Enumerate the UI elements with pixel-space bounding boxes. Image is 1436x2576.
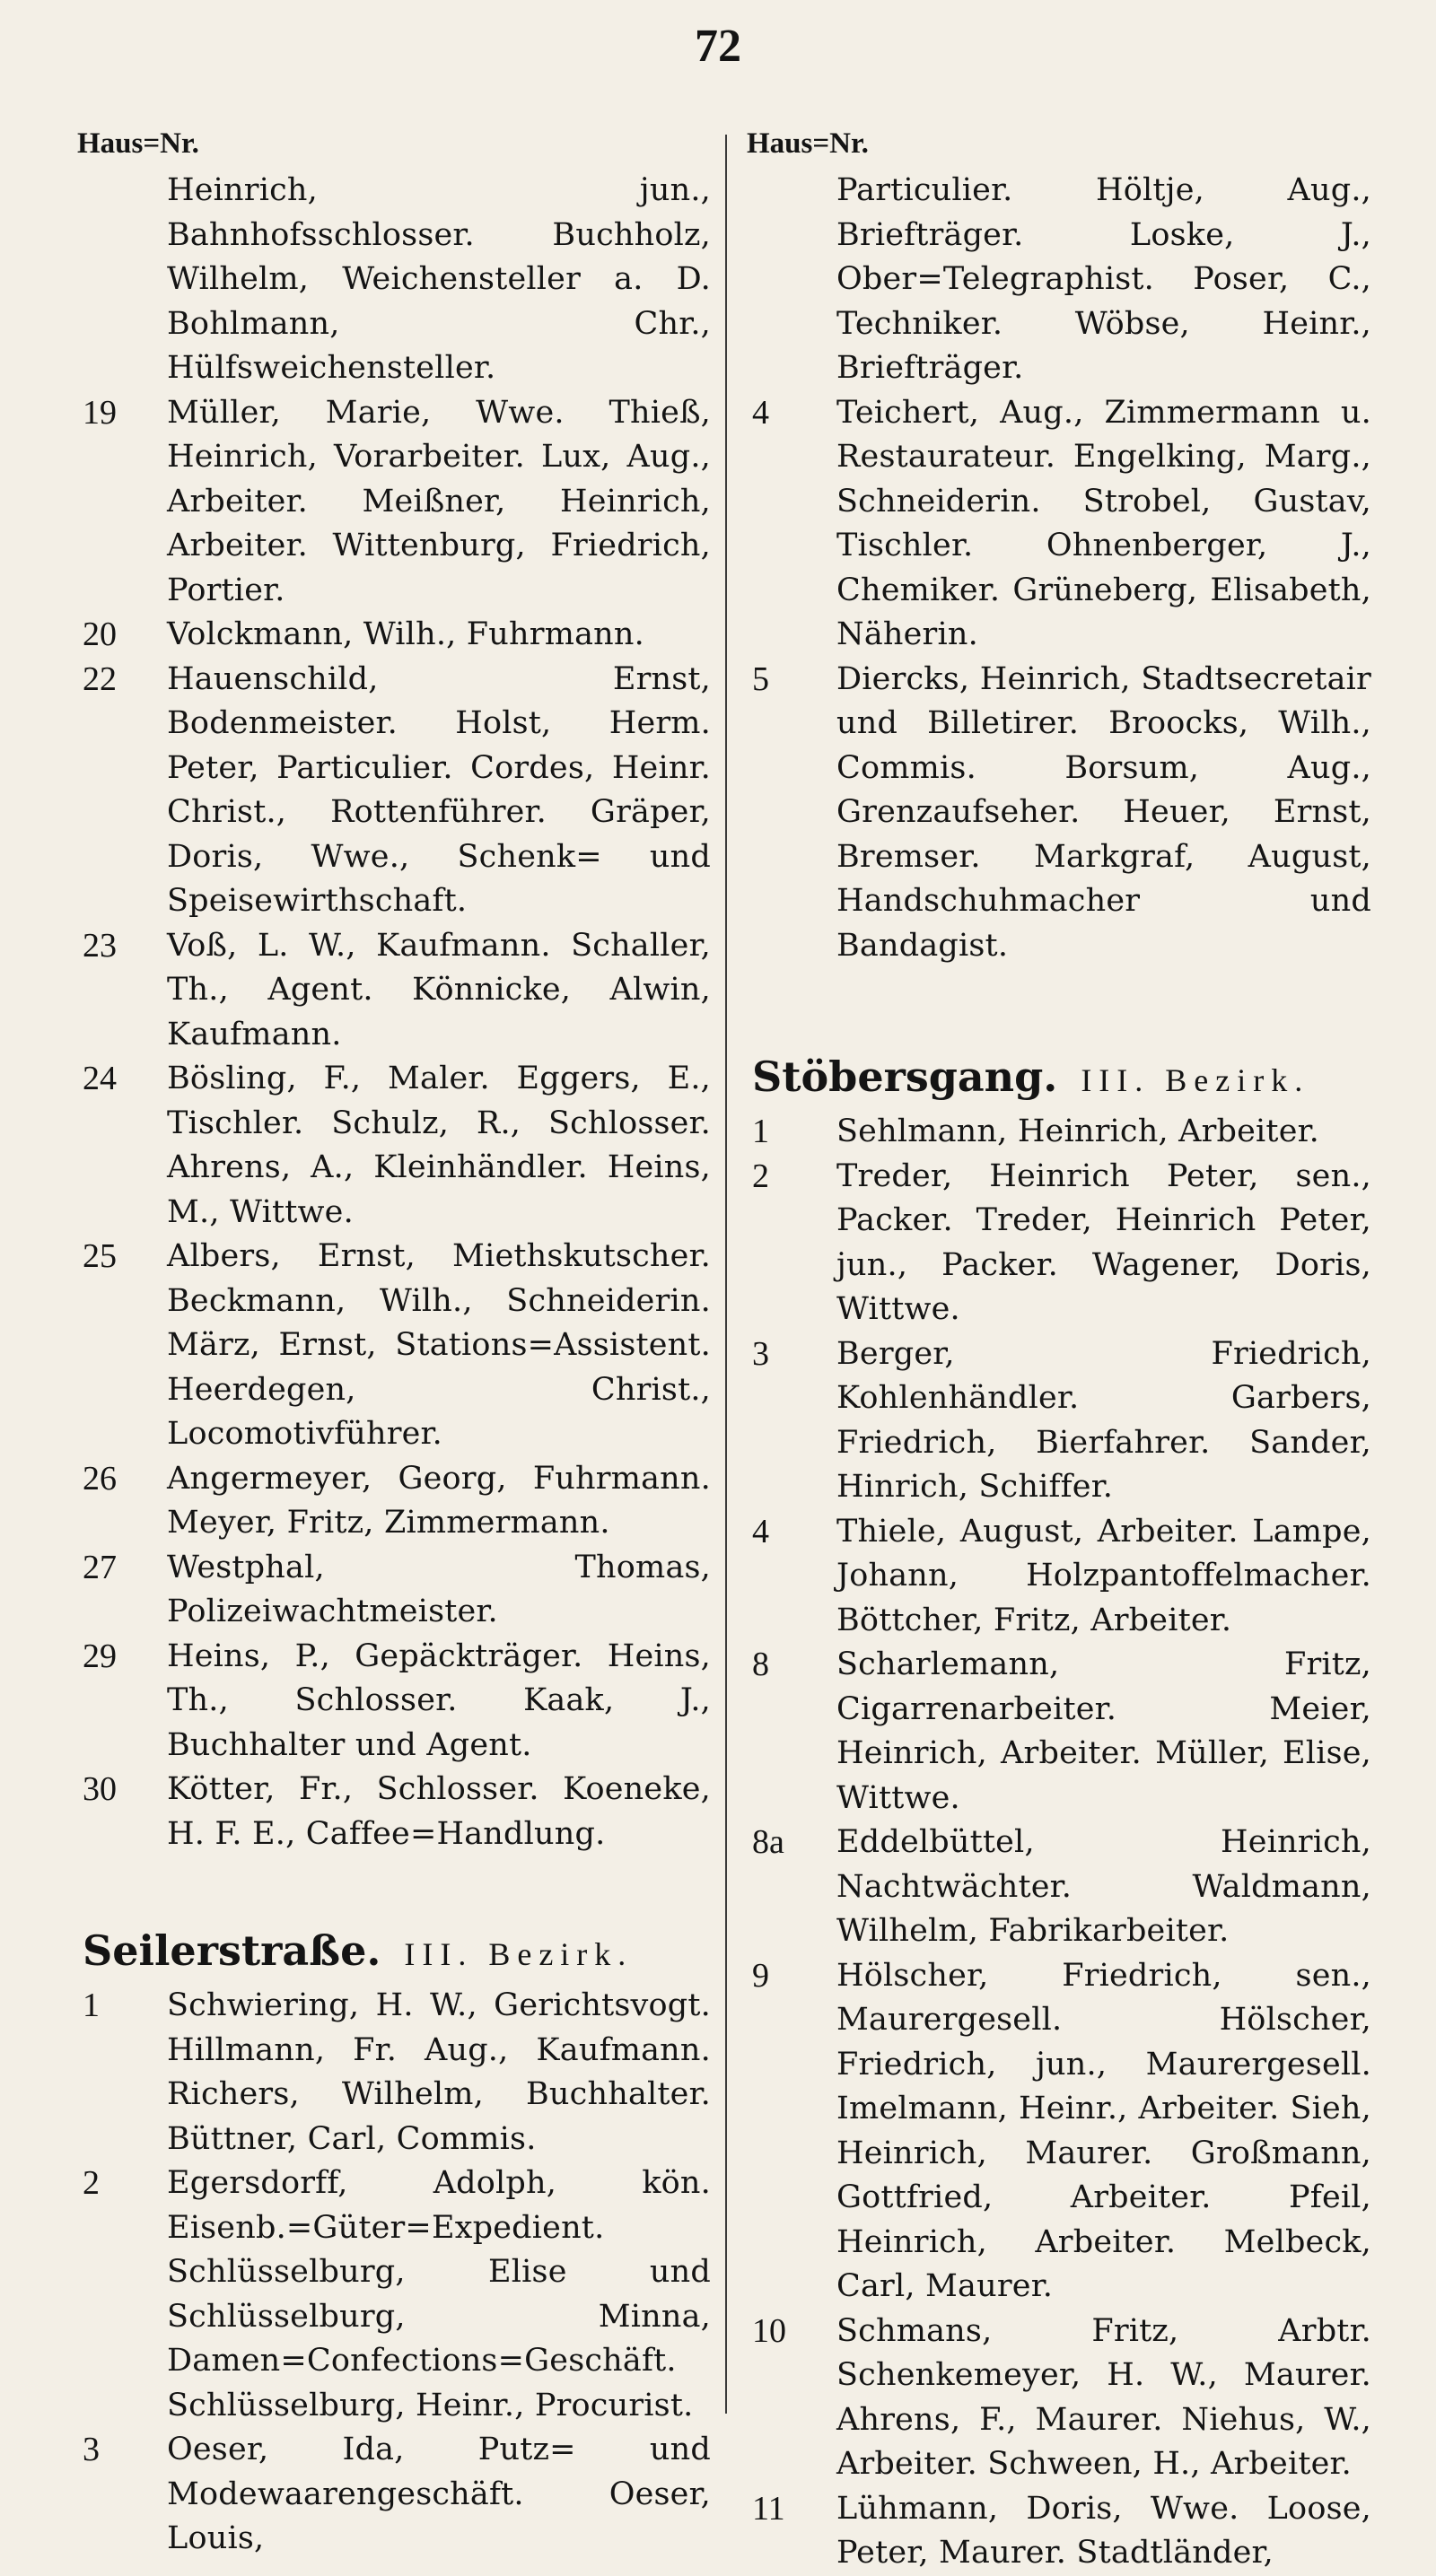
- list-item: [83, 1546, 711, 1635]
- district-label: III. Bezirk.: [1081, 1062, 1310, 1098]
- resident-text: Angermeyer, Georg, Fuhrmann. Meyer, Fritz, Zimmermann.: [167, 1460, 711, 1541]
- list-item: [752, 391, 1371, 658]
- house-number: 8a: [752, 1823, 784, 1861]
- list-item: [752, 1332, 1371, 1510]
- list-item: [752, 1110, 1371, 1155]
- house-number: 2: [83, 2164, 100, 2202]
- house-number: 1: [752, 1113, 769, 1150]
- left-column: [77, 126, 711, 2562]
- resident-text: Lühmann, Doris, Wwe. Loose, Peter, Maurer. Stadtländer,: [836, 2490, 1371, 2571]
- list-item: [83, 2161, 711, 2428]
- house-number-header: Haus=Nr.: [747, 127, 869, 160]
- resident-text: Eddelbüttel, Heinrich, Nachtwächter. Waldmann, Wilhelm, Fabrikarbeiter.: [836, 1824, 1371, 1949]
- resident-text: Heinrich, jun., Bahnhofsschlosser. Buchholz, Wilhelm, Weichensteller a. D. Bohlmann, Chr., Hülfsweichensteller.: [167, 172, 711, 386]
- resident-text: Kötter, Fr., Schlosser. Koeneke, H. F. E., Caffee=Handlung.: [167, 1771, 711, 1852]
- resident-text: Hölscher, Friedrich, sen., Maurergesell. Hölscher, Friedrich, jun., Maurergesell. Imelmann, Heinr., Arbeiter. Sieh, Heinrich, Maurer. Großmann, Gottfried, Arbeiter. Pfeil, Heinrich, Arbeiter. Melbeck, Carl, Maurer.: [836, 1957, 1371, 2304]
- resident-text: Westphal, Thomas, Polizeiwachtmeister.: [167, 1549, 711, 1629]
- resident-text: Heins, P., Gepäckträger. Heins, Th., Schlosser. Kaak, J., Buchhalter und Agent.: [167, 1637, 711, 1763]
- list-item: [83, 1768, 711, 1856]
- list-item: [752, 1155, 1371, 1332]
- house-number: 26: [83, 1459, 117, 1498]
- house-number: 9: [752, 1956, 769, 1995]
- resident-text: Sehlmann, Heinrich, Arbeiter.: [836, 1113, 1320, 1149]
- house-number: 10: [752, 2311, 786, 2350]
- resident-text: Treder, Heinrich Peter, sen., Packer. Treder, Heinrich Peter, jun., Packer. Wagener, Doris, Wittwe.: [836, 1157, 1371, 1327]
- street-heading: [752, 1052, 1371, 1101]
- list-item: [83, 658, 711, 924]
- street-name: Seilerstraße.: [83, 1926, 381, 1975]
- district-label: III. Bezirk.: [404, 1936, 634, 1972]
- house-number: 8: [752, 1646, 769, 1683]
- list-item: [83, 1635, 711, 1768]
- list-item: [83, 1457, 711, 1546]
- page-number: 72: [695, 21, 741, 72]
- street-entries: [752, 1110, 1371, 2576]
- resident-text: Volckmann, Wilh., Fuhrmann.: [167, 616, 644, 652]
- list-item: [83, 613, 711, 658]
- street-entries: [83, 1984, 711, 2562]
- house-number: 4: [752, 393, 769, 432]
- resident-text: Hauenschild, Ernst, Bodenmeister. Holst, Herm. Peter, Particulier. Cordes, Heinr. Christ., Rottenführer. Gräper, Doris, Wwe., Schenk= und Speisewirthschaft.: [167, 660, 711, 919]
- house-number: 4: [752, 1512, 769, 1550]
- list-item: [83, 1984, 711, 2161]
- resident-text: Particulier. Höltje, Aug., Briefträger. Loske, J., Ober=Telegraphist. Poser, C., Techniker. Wöbse, Heinr., Briefträger.: [836, 172, 1371, 386]
- resident-text: Voß, L. W., Kaufmann. Schaller, Th., Agent. Könnicke, Alwin, Kaufmann.: [167, 927, 711, 1052]
- left-entries: [83, 169, 711, 1856]
- house-number: 5: [752, 659, 769, 698]
- right-column: [747, 126, 1371, 2576]
- list-item: [752, 1643, 1371, 1821]
- resident-text: Oeser, Ida, Putz= und Modewaarengeschäft. Oeser, Louis,: [167, 2432, 711, 2556]
- resident-text: Müller, Marie, Wwe. Thieß, Heinrich, Vorarbeiter. Lux, Aug., Arbeiter. Meißner, Heinrich, Arbeiter. Wittenburg, Friedrich, Portier.: [167, 394, 711, 608]
- resident-text: Berger, Friedrich, Kohlenhändler. Garbers, Friedrich, Bierfahrer. Sander, Hinrich, Schiffer.: [836, 1335, 1371, 1505]
- house-number: 20: [83, 616, 117, 653]
- house-number: 24: [83, 1060, 117, 1097]
- resident-text: Albers, Ernst, Miethskutscher. Beckmann, Wilh., Schneiderin. März, Ernst, Stations=Assistent. Heerdegen, Christ., Locomotivführer.: [167, 1238, 711, 1452]
- list-item: [83, 2428, 711, 2562]
- resident-text: Thiele, August, Arbeiter. Lampe, Johann, Holzpantoffelmacher. Böttcher, Fritz, Arbeiter.: [836, 1513, 1371, 1638]
- street-heading: [83, 1926, 711, 1975]
- list-item: [83, 391, 711, 614]
- house-number: 25: [83, 1237, 117, 1275]
- list-item: [752, 2310, 1371, 2487]
- street-name: Stöbersgang.: [752, 1052, 1058, 1101]
- list-item: [752, 1510, 1371, 1644]
- house-number: 22: [83, 659, 117, 698]
- house-number: 30: [83, 1770, 117, 1808]
- resident-text: Egersdorff, Adolph, kön. Eisenb.=Güter=Expedient. Schlüsselburg, Elise und Schlüsselburg, Minna, Damen=Confections=Geschäft. Schlüsselburg, Heinr., Procurist.: [167, 2165, 711, 2423]
- list-item: [752, 169, 1371, 391]
- house-number: 23: [83, 926, 117, 965]
- list-item: [752, 1954, 1371, 2310]
- house-number: 11: [752, 2489, 785, 2528]
- resident-text: Diercks, Heinrich, Stadtsecretair und Billetirer. Broocks, Wilh., Commis. Borsum, Aug., Grenzaufseher. Heuer, Ernst, Bremser. Markgraf, August, Handschuhmacher und Bandagist.: [836, 660, 1371, 964]
- house-number: 1: [83, 1987, 100, 2024]
- right-entries: [752, 169, 1371, 968]
- list-item: [752, 658, 1371, 969]
- house-number: 27: [83, 1548, 117, 1586]
- list-item: [83, 169, 711, 391]
- list-item: [83, 924, 711, 1058]
- list-item: [752, 2487, 1371, 2576]
- list-item: [752, 1821, 1371, 1954]
- house-number: 3: [83, 2431, 100, 2468]
- resident-text: Bösling, F., Maler. Eggers, E., Tischler. Schulz, R., Schlosser. Ahrens, A., Kleinhändler. Heins, M., Wittwe.: [167, 1061, 711, 1230]
- house-number-header: Haus=Nr.: [77, 127, 199, 160]
- house-number: 2: [752, 1157, 769, 1195]
- house-number: [83, 169, 167, 391]
- house-number: 29: [83, 1637, 117, 1675]
- resident-text: Scharlemann, Fritz, Cigarrenarbeiter. Meier, Heinrich, Arbeiter. Müller, Elise, Wittwe.: [836, 1646, 1371, 1816]
- house-number: 19: [83, 393, 117, 432]
- list-item: [83, 1235, 711, 1457]
- resident-text: Schmans, Fritz, Arbtr. Schenkemeyer, H. W., Maurer. Ahrens, F., Maurer. Niehus, W., Arbeiter. Schween, H., Arbeiter.: [836, 2312, 1371, 2482]
- column-divider: [725, 135, 727, 2414]
- house-number: [752, 169, 836, 391]
- list-item: [83, 1057, 711, 1235]
- resident-text: Teichert, Aug., Zimmermann u. Restaurateur. Engelking, Marg., Schneiderin. Strobel, Gustav, Tischler. Ohnenberger, J., Chemiker. Grüneberg, Elisabeth, Näherin.: [836, 394, 1371, 652]
- house-number: 3: [752, 1334, 769, 1373]
- resident-text: Schwiering, H. W., Gerichtsvogt. Hillmann, Fr. Aug., Kaufmann. Richers, Wilhelm, Buchhalter. Büttner, Carl, Commis.: [167, 1987, 711, 2157]
